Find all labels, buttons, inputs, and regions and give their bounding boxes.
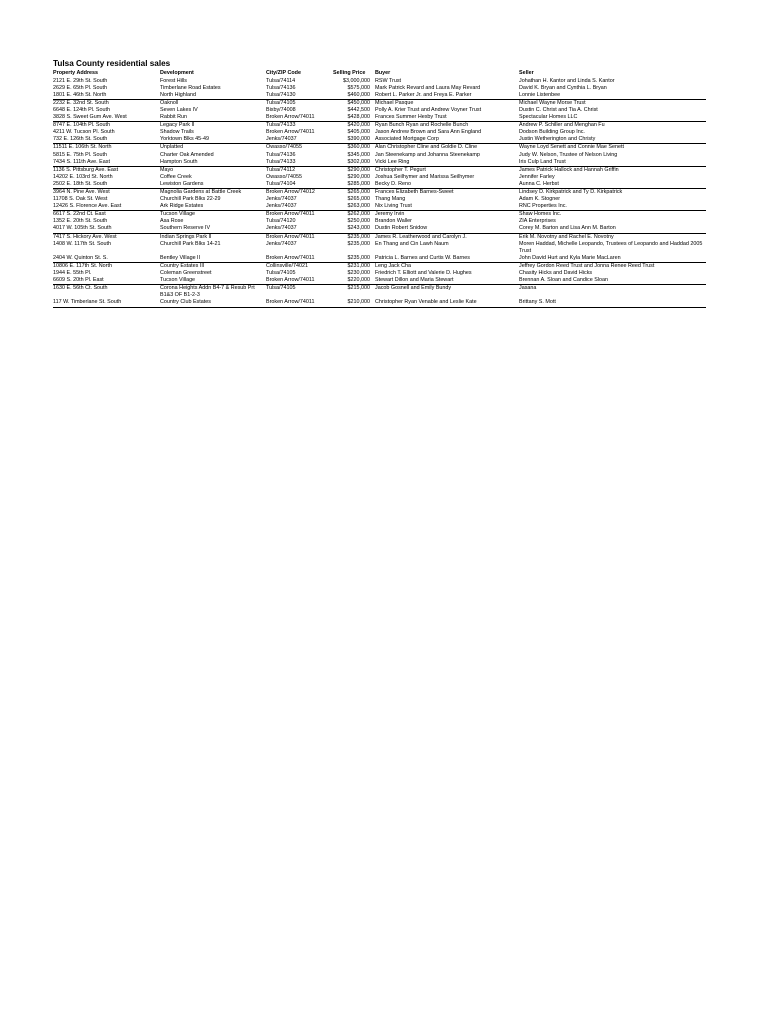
sales-document: [53, 59, 706, 308]
cell-seller: Dustin C. Christ and Tia A. Christ: [519, 106, 598, 113]
cell-buyer: Michael Pasque: [375, 99, 414, 106]
cell-address: 1630 E. 56th Ct. South: [53, 285, 108, 292]
cell-development: Lewiston Gardens: [160, 181, 266, 189]
cell-seller: Aunna C. Herbst: [519, 181, 706, 189]
cell-city: Owasso/74055: [266, 144, 302, 151]
cell-price: $285,000: [333, 181, 375, 189]
cell-address: 11708 S. Oak St. West: [53, 196, 108, 203]
cell-buyer: Leng Jack Cha: [375, 262, 411, 269]
cell-buyer: Friedrich T. Elliott and Valerie D. Hughes: [375, 270, 472, 277]
cell-price: $265,000: [347, 189, 370, 195]
table-row: [53, 92, 706, 100]
table-row: [53, 211, 706, 219]
cell-price: $302,000: [333, 159, 375, 167]
cell-city: Tulsa/74105: [266, 270, 296, 277]
cell-price: $263,000: [333, 203, 375, 211]
cell-price: $450,000: [347, 99, 370, 106]
cell-development: Tucson Village: [160, 211, 196, 218]
cell-development: Forest Hills: [160, 77, 187, 84]
cell-buyer: Patricia L. Barnes and Curtis W. Barnes: [375, 255, 519, 263]
cell-price: $575,000: [347, 84, 370, 91]
cell-price: $235,000: [347, 233, 370, 240]
cell-seller: Michael Wayne Morse Trust: [519, 99, 586, 106]
cell-development: Unplatted: [160, 144, 184, 151]
table-row: [53, 136, 706, 144]
cell-city: Bixby/74008: [266, 106, 296, 113]
table-row: [53, 85, 706, 92]
cell-address: 14202 E. 103rd St. North: [53, 173, 113, 180]
cell-development: Seven Lakes IV: [160, 106, 198, 113]
cell-price: $220,000: [333, 277, 375, 285]
cell-address: 6648 E. 124th Pl. South: [53, 106, 110, 113]
cell-address: 1801 E. 46th St. North: [53, 92, 160, 100]
cell-address: 6617 S. 22nd Ct. East: [53, 211, 106, 218]
cell-seller: Spectacular Homes LLC: [519, 114, 706, 122]
cell-address: 4017 W. 105th St. South: [53, 225, 160, 233]
cell-price: $428,000: [333, 114, 375, 122]
cell-buyer: Becky D. Reno: [375, 181, 519, 189]
cell-buyer: Frances Elizabeth Barnes-Sweet: [375, 189, 454, 195]
cell-buyer: James R. Leatherwood and Carolyn J.: [375, 233, 467, 240]
cell-address: 7417 S. Hickory Ave. West: [53, 233, 117, 240]
cell-city: Tulsa/74133: [266, 122, 296, 129]
cell-buyer: Christopher Ryan Venable and Leslie Kate: [375, 299, 519, 307]
table-row: [53, 129, 706, 136]
table-row: [53, 114, 706, 122]
cell-address: 3828 S. Sweet Gum Ave. West: [53, 114, 160, 122]
cell-address: 732 E. 126th St. South: [53, 136, 160, 144]
cell-seller: Adam K. Stogner: [519, 196, 561, 203]
cell-city: Owasso/74055: [266, 173, 302, 180]
cell-price: $442,500: [347, 106, 370, 113]
cell-price: $290,000: [347, 173, 370, 180]
cell-seller: Jeffrey Gordon Reed Trust and Jonna Renee Reed Trust: [519, 262, 655, 269]
cell-buyer: Jan Steenekamp and Johanna Steenekamp: [375, 151, 480, 158]
cell-development: Coffee Creek: [160, 173, 192, 180]
cell-development: Oaknoll: [160, 99, 179, 106]
column-header-city: City/ZIP Code: [266, 70, 301, 76]
cell-development: Country Estates III: [160, 262, 205, 269]
cell-price: $405,000: [347, 129, 370, 136]
cell-seller: Jennifer Farley: [519, 173, 555, 180]
cell-development: Rabbit Run: [160, 114, 266, 122]
cell-seller: RNC Properties Inc.: [519, 203, 706, 211]
table-row: [53, 78, 706, 85]
cell-address: 5815 E. 75th Pl. South: [53, 151, 107, 158]
cell-seller: Iris Culp Land Trust: [519, 159, 706, 167]
cell-city: Tulsa/74120: [266, 218, 296, 225]
cell-seller: Moren Haddad, Michelle Leopando, Trustees of Leopando and Haddad 2005 Trust: [519, 240, 703, 254]
cell-development: Shadow Trails: [160, 129, 194, 136]
cell-development: Legacy Park II: [160, 122, 195, 129]
cell-buyer: Polly A. Krier Trust and Andrew Voyner Trust: [375, 106, 482, 113]
cell-address: 2404 W. Quinton St. S.: [53, 255, 160, 263]
column-header-buyer: Buyer: [375, 70, 391, 76]
cell-buyer: Mark Patrick Revard and Laura May Revard: [375, 84, 481, 91]
cell-seller: Jasana: [519, 285, 537, 292]
cell-development: Southern Reserve IV: [160, 225, 266, 233]
cell-address: 2502 E. 18th St. South: [53, 181, 160, 189]
cell-buyer: Jeremy Irvin: [375, 211, 405, 218]
cell-buyer: Joshua Seilhymer and Marissa Seilhymer: [375, 173, 475, 180]
cell-price: $210,000: [333, 299, 375, 307]
cell-address: 2629 E. 65th Pl. South: [53, 84, 107, 91]
cell-seller: Justin Wetherington and Christy: [519, 136, 706, 144]
cell-city: Tulsa/74136: [266, 151, 296, 158]
table-body: [53, 78, 706, 307]
cell-buyer: En Thang and Cin Lawh Naum: [375, 240, 449, 247]
cell-address: 1136 S. Pittsburg Ave. East: [53, 166, 119, 173]
cell-city: Tulsa/74112: [266, 166, 296, 173]
cell-price: $250,000: [347, 218, 370, 225]
cell-city: Tulsa/74130: [266, 92, 333, 100]
table-row: [53, 262, 706, 270]
cell-price: $243,000: [333, 225, 375, 233]
cell-address: 7434 S. 111th Ave. East: [53, 159, 160, 167]
cell-seller: Judy W. Nelson, Trustee of Nelson Living: [519, 151, 618, 158]
cell-address: 6609 S. 20th Pl. East: [53, 277, 160, 285]
column-header-seller: Seller: [519, 70, 534, 76]
cell-development: Ark Ridge Estates: [160, 203, 266, 211]
cell-city: Broken Arrow/74011: [266, 277, 333, 285]
cell-seller: James Patrick Hallock and Hannah Griffin: [519, 166, 619, 173]
cell-price: $3,000,000: [343, 77, 370, 84]
cell-city: Broken Arrow/74011: [266, 211, 315, 218]
cell-development: Tucson Village: [160, 277, 266, 285]
table-row: [53, 99, 706, 107]
cell-seller: Corey M. Barton and Lisa Ann M. Barton: [519, 225, 706, 233]
page-title: Tulsa County residential sales: [53, 59, 171, 68]
cell-seller: Lonnie Listenbee: [519, 92, 706, 100]
cell-seller: David K. Bryan and Cynthia L. Bryan: [519, 84, 607, 91]
cell-seller: Lindsey D. Kirkpatrick and Ty D. Kirkpatrick: [519, 189, 623, 195]
table-header-row: [53, 70, 706, 78]
cell-development: Churchill Park Blks 14-21: [160, 240, 221, 247]
table-row: [53, 174, 706, 181]
cell-price: $360,000: [347, 144, 370, 151]
cell-development: Coleman Greenstreet: [160, 270, 212, 277]
cell-city: Broken Arrow/74012: [266, 189, 315, 195]
cell-development: Churchill Park Blks 22-29: [160, 196, 221, 203]
cell-seller: ZIA Enterprises: [519, 218, 556, 225]
cell-price: $390,000: [333, 136, 375, 144]
table-row: [53, 152, 706, 159]
cell-city: Jenks/74037: [266, 240, 297, 247]
cell-city: Jenks/74037: [266, 196, 297, 203]
cell-development: Mayo: [160, 166, 174, 173]
cell-buyer: Jason Andrew Brown and Sara Ann England: [375, 129, 482, 136]
cell-city: Jenks/74037: [266, 203, 333, 211]
table-row: [53, 255, 706, 263]
cell-price: $345,000: [347, 151, 370, 158]
cell-development: Hampton South: [160, 159, 266, 167]
cell-address: 10806 E. 117th St. North: [53, 262, 112, 269]
cell-city: Tulsa/74114: [266, 77, 296, 84]
table-row: [53, 159, 706, 167]
table-row: [53, 189, 706, 197]
cell-buyer: Robert L. Parker Jr. and Freya E. Parker: [375, 92, 519, 100]
cell-address: 2121 E. 29th St. South: [53, 77, 108, 84]
cell-development: Bentley Village II: [160, 255, 266, 263]
cell-address: 1944 E. 55th Pl.: [53, 270, 92, 277]
cell-buyer: Brandon Waller: [375, 218, 412, 225]
table-row: [53, 218, 706, 225]
cell-seller: Shaw Homes Inc.: [519, 211, 562, 218]
cell-seller: Dodson Building Group Inc.: [519, 129, 585, 136]
cell-city: Tulsa/74133: [266, 159, 333, 167]
cell-price: $265,000: [347, 196, 370, 203]
cell-seller: Andrew P. Schiller and Menghan Fu: [519, 122, 605, 129]
cell-seller: Chasity Hicks and David Hicks: [519, 270, 593, 277]
table-row: [53, 196, 706, 203]
cell-price: $235,000: [347, 240, 370, 247]
cell-buyer: Christopher T. Pegurt: [375, 166, 426, 173]
cell-address: 4211 W. Tucson Pl. South: [53, 129, 115, 136]
cell-development: Indian Springs Park II: [160, 233, 212, 240]
cell-city: Broken Arrow/74011: [266, 255, 333, 263]
table-row: [53, 277, 706, 285]
cell-buyer: Alan Christopher Cline and Goldie D. Cline: [375, 144, 478, 151]
cell-price: $420,000: [347, 122, 370, 129]
cell-city: Broken Arrow/74011: [266, 129, 315, 136]
cell-seller: Johathan H. Kantor and Linda S. Kantor: [519, 77, 615, 84]
cell-city: Tulsa/74136: [266, 84, 296, 91]
cell-development: Timberlane Road Estates: [160, 84, 221, 91]
cell-price: $230,000: [347, 270, 370, 277]
table-row: [53, 166, 706, 174]
column-header-price: Selling Price: [333, 70, 366, 76]
cell-development: Magnolia Gardens at Battle Creek: [160, 189, 242, 195]
cell-city: Tulsa/74104: [266, 181, 333, 189]
cell-address: 1352 E. 20th St. South: [53, 218, 108, 225]
cell-buyer: Frances Summer Hexby Trust: [375, 114, 519, 122]
table-row: [53, 233, 706, 241]
cell-buyer: Vicki Lee Ring: [375, 159, 519, 167]
table-row: [53, 270, 706, 277]
cell-city: Collinsville/74021: [266, 262, 308, 269]
cell-city: Tulsa/74105: [266, 99, 296, 106]
cell-city: Broken Arrow/74011: [266, 114, 333, 122]
cell-seller: Brittany S. Mott: [519, 299, 706, 307]
table-row: [53, 225, 706, 233]
cell-address: 2232 E. 32nd St. South: [53, 99, 109, 106]
cell-price: $215,000: [347, 285, 370, 292]
cell-price: $231,000: [347, 262, 370, 269]
cell-address: 8747 E. 104th Pl. South: [53, 122, 110, 129]
cell-buyer: Ryan Bunch Ryan and Rochelle Bunch: [375, 122, 469, 129]
cell-seller: Wayne Loyd Senett and Connie Mae Senett: [519, 144, 624, 151]
cell-address: 11511 E. 106th St. North: [53, 144, 112, 151]
cell-buyer: Jacob Gosnell and Emily Bundy: [375, 285, 452, 292]
cell-city: Jenks/74037: [266, 136, 333, 144]
column-header-development: Development: [160, 70, 194, 76]
table-row: [53, 122, 706, 130]
cell-development: Asa Rose: [160, 218, 184, 225]
cell-price: $262,000: [347, 211, 370, 218]
sales-table: [53, 70, 706, 308]
cell-price: $290,000: [347, 166, 370, 173]
cell-address: 12426 S. Florence Ave. East: [53, 203, 160, 211]
cell-city: Tulsa/74105: [266, 285, 296, 292]
table-row: [53, 107, 706, 114]
cell-development: Country Club Estates: [160, 299, 266, 307]
cell-buyer: Associated Mortgage Corp: [375, 136, 519, 144]
table-row: [53, 144, 706, 152]
cell-buyer: RSW Trust: [375, 77, 402, 84]
cell-development: North Highland: [160, 92, 266, 100]
cell-development: Charter Oak Amended: [160, 151, 214, 158]
table-row: [53, 203, 706, 211]
cell-development: Yorktown Blks 45-49: [160, 136, 266, 144]
table-row: [53, 181, 706, 189]
cell-address: 117 W. Timberlane St. South: [53, 299, 160, 307]
cell-buyer: Thang Mang: [375, 196, 406, 203]
table-row: [53, 299, 706, 307]
column-header-address: Property Address: [53, 70, 99, 76]
cell-buyer: Dustin Robert Snidow: [375, 225, 519, 233]
cell-seller: Erik M. Novotny and Rachel E. Novotny: [519, 233, 614, 240]
table-row: [53, 285, 706, 300]
cell-city: Broken Arrow/74011: [266, 233, 315, 240]
cell-seller: Brennan A. Sloan and Candice Sloan: [519, 277, 706, 285]
cell-buyer: Stewart Dillon and Maria Stewart: [375, 277, 519, 285]
cell-price: $460,000: [333, 92, 375, 100]
cell-seller: John David Hurt and Kyla Marie MacLaren: [519, 255, 706, 263]
cell-development: Corona Heights Addn B4-7 & Resub Prt B1&3 OF B1-2-3: [160, 285, 255, 299]
cell-city: Broken Arrow/74011: [266, 299, 333, 307]
cell-address: 1408 W. 117th St. South: [53, 240, 112, 247]
cell-address: 3964 N. Pine Ave. West: [53, 189, 110, 195]
table-row: [53, 241, 706, 255]
cell-price: $235,000: [333, 255, 375, 263]
cell-city: Jenks/74037: [266, 225, 333, 233]
cell-buyer: Nix Living Trust: [375, 203, 519, 211]
